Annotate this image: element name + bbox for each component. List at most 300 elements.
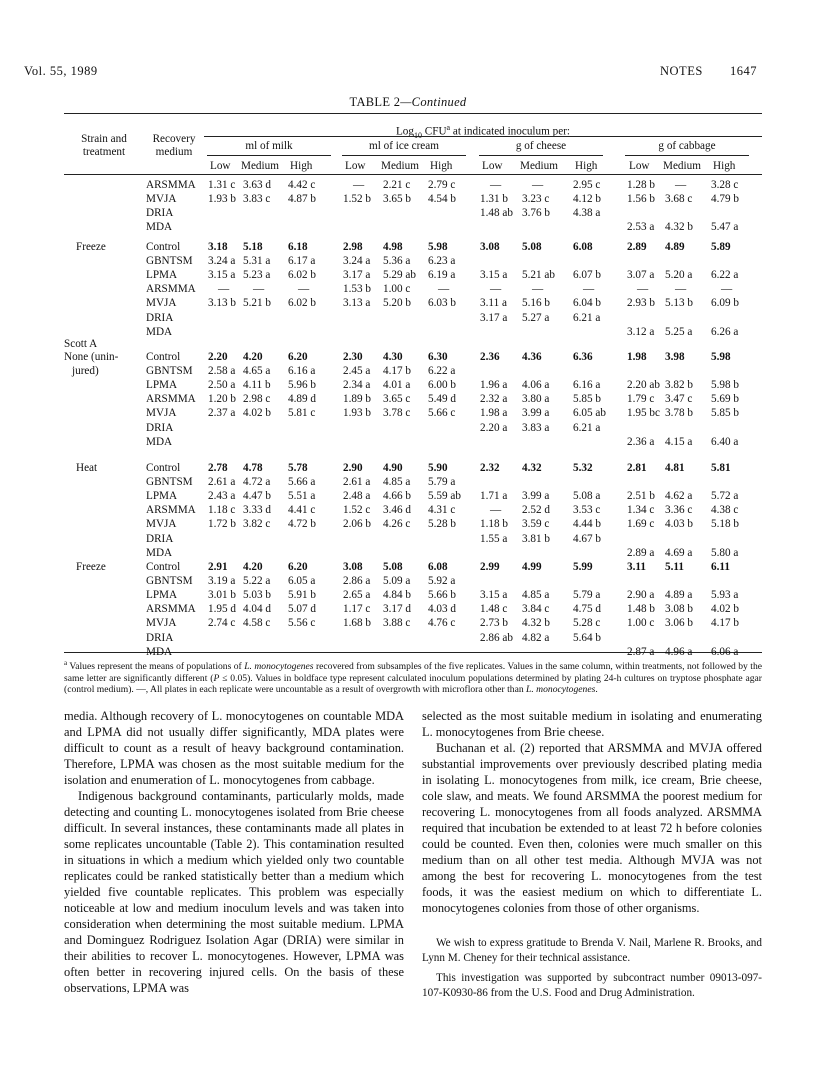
table-cell: —	[675, 179, 687, 191]
table-cell: 5.21 b	[243, 297, 271, 310]
group-rule	[207, 155, 331, 156]
table-cell: 5.29 ab	[383, 269, 416, 282]
table-continued: —Continued	[400, 95, 467, 109]
table-cell: 5.98	[711, 351, 731, 363]
table-cell: 4.89	[665, 241, 685, 253]
table-cell: 3.15 a	[480, 269, 508, 282]
recovery-medium: ARSMMA	[146, 603, 196, 616]
table-title: TABLE 2	[349, 95, 401, 109]
table-cell: 5.08	[383, 561, 403, 573]
treatment-label: Freeze	[76, 241, 106, 253]
table-cell: 5.25 a	[665, 325, 693, 338]
group-header: g of cheese	[515, 140, 567, 152]
table-cell: 4.44 b	[573, 518, 601, 531]
table-cell: 5.92 a	[428, 575, 456, 588]
recovery-medium: MDA	[146, 435, 173, 448]
level-header: Medium	[520, 160, 558, 172]
recovery-medium: LPMA	[146, 490, 178, 503]
table-cell: 5.72 a	[711, 490, 739, 503]
table-cell: 6.30	[428, 351, 448, 363]
table-cell: 5.99	[573, 561, 593, 573]
table-cell: —	[490, 179, 502, 191]
table-cell: 3.24 a	[343, 255, 371, 268]
spanner-sup: a	[446, 123, 451, 132]
table-cell: 2.53 a	[627, 221, 655, 234]
table-cell: 5.03 b	[243, 589, 271, 602]
table-cell: 4.41 c	[288, 504, 316, 517]
spanner-end: at indicated inoculum per:	[450, 125, 571, 138]
table-cell: 3.12 a	[627, 325, 655, 338]
table-cell: 6.16 a	[288, 365, 316, 378]
table-cell: 5.69 b	[711, 393, 739, 406]
level-header: High	[575, 160, 598, 172]
table-cell: 3.53 c	[573, 504, 601, 517]
table-cell: 4.90	[383, 462, 403, 474]
table-cell: 3.59 c	[522, 518, 550, 531]
table-cell: 5.81	[711, 462, 731, 474]
table-cell: 4.66 b	[383, 490, 411, 503]
strain-label: Scott A	[64, 338, 98, 350]
table-cell: 3.81 b	[522, 532, 550, 545]
level-header: Medium	[381, 160, 419, 172]
table-cell: 5.90	[428, 462, 448, 474]
table-cell: 5.64 b	[573, 631, 601, 644]
table-cell: 3.15 a	[208, 269, 236, 282]
right-paragraph-1: selected as the most suitable medium in isolating and enumerating L. monocytogenes from Brie cheese.	[422, 709, 762, 739]
level-header: Low	[629, 160, 650, 172]
table-caption	[0, 95, 816, 110]
table-cell: —	[532, 283, 544, 296]
treatment-label: Freeze	[76, 561, 106, 573]
table-cell: 3.33 d	[243, 504, 271, 517]
left-paragraph-2: Indigenous background contaminants, particularly molds, made detecting and counting L. monocytogenes isolated from Brie cheese difficult. In several instances, these contaminants made all plates in some replicates uncountable (Table 2). This contamination resulted in situations in which a medium which yielded only two countable replicates could be ranked statistically better than a medium which yielded five countable replicates. This problem was especially noticeable at low and medium inoculum levels and was taken into consideration when determining the most suitable medium. LPMA and Dominguez Rodriguez Isolation Agar (DRIA) were similar in their abilities to recover L. monocytogenes. However, LPMA was often better in recovering injured cells. On the basis of these observations, LPMA was	[64, 789, 404, 995]
journal-volume: Vol. 55, 1989	[24, 64, 98, 78]
table-cell: 5.85 b	[711, 407, 739, 420]
table-cell: 3.18	[208, 241, 228, 253]
table-cell: 5.36 a	[383, 255, 411, 268]
table-cell: 1.71 a	[480, 490, 508, 503]
table-cell: 6.23 a	[428, 255, 456, 268]
footnote-text-4: .	[595, 684, 598, 696]
table-cell: 2.52 d	[522, 504, 550, 517]
table-cell: 4.87 b	[288, 193, 316, 206]
table-cell: 3.13 a	[343, 297, 371, 310]
table-cell: 1.00 c	[383, 283, 411, 296]
recovery-medium: GBNTSM	[146, 255, 193, 268]
table-cell: 6.22 a	[428, 365, 456, 378]
table-cell: 4.65 a	[243, 365, 271, 378]
table-cell: 3.46 d	[383, 504, 411, 517]
table-cell: 6.26 a	[711, 325, 739, 338]
table-cell: 6.07 b	[573, 269, 601, 282]
table-cell: 5.51 a	[288, 490, 316, 503]
group-rule	[479, 155, 603, 156]
medium-header	[144, 133, 204, 159]
table-cell: 6.22 a	[711, 269, 739, 282]
table-cell: 4.17 b	[711, 617, 739, 630]
table-cell: 3.88 c	[383, 617, 411, 630]
treatment-label-cont: jured)	[72, 365, 99, 378]
table-cell: 6.17 a	[288, 255, 316, 268]
table-cell: —	[532, 179, 544, 191]
table-cell: 3.06 b	[665, 617, 693, 630]
table-cell: 2.61 a	[208, 476, 236, 489]
table-cell: 4.75 d	[573, 603, 601, 616]
table-cell: —	[438, 283, 450, 296]
table-cell: 5.79 a	[428, 476, 456, 489]
table-cell: 1.48 c	[480, 603, 508, 616]
table-cell: 4.32 b	[665, 221, 693, 234]
recovery-medium: LPMA	[146, 269, 178, 282]
table-cell: 4.02 b	[711, 603, 739, 616]
table-cell: 5.22 a	[243, 575, 271, 588]
table-cell: 2.36 a	[627, 435, 655, 448]
table-cell: 3.28 c	[711, 179, 739, 191]
table-cell: 2.79 c	[428, 179, 456, 191]
table-cell: 4.03 b	[665, 518, 693, 531]
table-cell: 4.89 a	[665, 589, 693, 602]
table-cell: 5.16 b	[522, 297, 550, 310]
table-cell: 2.43 a	[208, 490, 236, 503]
table-cell: 1.00 c	[627, 617, 655, 630]
group-header: ml of ice cream	[369, 140, 439, 152]
table-cell: 3.68 c	[665, 193, 693, 206]
recovery-medium: DRIA	[146, 631, 174, 644]
table-cell: 2.90	[343, 462, 363, 474]
table-cell: 1.55 a	[480, 532, 508, 545]
table-cell: 6.18	[288, 241, 308, 253]
spanner-log: Log	[395, 125, 414, 138]
table-cell: 1.95 bc	[627, 407, 660, 420]
spanner-rule	[204, 136, 762, 137]
table-cell: 6.21 a	[573, 311, 601, 324]
table-cell: 2.98	[343, 241, 363, 253]
table-cell: 6.05 ab	[573, 407, 606, 420]
table-cell: 5.89	[711, 241, 731, 253]
table-cell: 4.02 b	[243, 407, 271, 420]
table-cell: —	[218, 283, 230, 296]
table-cell: 2.06 b	[343, 518, 371, 531]
table-cell: 1.31 b	[480, 193, 508, 206]
recovery-medium: Control	[146, 561, 181, 573]
table-cell: 1.48 b	[627, 603, 655, 616]
table-cell: 5.81 c	[288, 407, 316, 420]
table-cell: 1.56 b	[627, 193, 655, 206]
table-cell: 5.78	[288, 462, 308, 474]
table-cell: 4.03 d	[428, 603, 456, 616]
table-cell: 3.99 a	[522, 407, 550, 420]
table-cell: —	[637, 283, 649, 296]
table-cell: 5.59 ab	[428, 490, 461, 503]
table-cell: 2.98 c	[243, 393, 271, 406]
recovery-medium: Control	[146, 241, 181, 253]
table-cell: 4.47 b	[243, 490, 271, 503]
table-cell: 1.93 b	[343, 407, 371, 420]
table-cell: —	[353, 179, 365, 191]
table-cell: 2.93 b	[627, 297, 655, 310]
table-cell: 4.62 a	[665, 490, 693, 503]
table-cell: 5.49 d	[428, 393, 456, 406]
recovery-medium: MDA	[146, 546, 173, 559]
table-cell: 6.11	[711, 561, 730, 573]
table-cell: 4.20	[243, 351, 263, 363]
table-cell: 3.17 d	[383, 603, 411, 616]
table-cell: 1.96 a	[480, 379, 508, 392]
right-paragraph-2: Buchanan et al. (2) reported that ARSMMA and MVJA offered substantial improvements over previously described plating media in isolating L. monocytogenes from milk, ice cream, Brie cheese, cole slaw, and meats. We found ARSMMA the poorest medium for recovering L. monocytogenes from all foods analyzed. ARSMMA required that incubation be extended to at least 72 h before colonies could be counted. Even then, colonies were much smaller on this medium than on all other test media. Although MVJA was not among the best for recovering L. monocytogenes from the test foods, it was the easiest medium on which to differentiate L. monocytogenes colonies from those of other organisms.	[422, 741, 762, 915]
table-cell: 1.69 c	[627, 518, 655, 531]
table-cell: 6.02 b	[288, 297, 316, 310]
level-header: Medium	[241, 160, 279, 172]
table-cell: 2.58 a	[208, 365, 236, 378]
recovery-medium: Control	[146, 351, 181, 363]
table-cell: 4.98	[383, 241, 403, 253]
recovery-medium: ARSMMA	[146, 393, 196, 406]
table-cell: 4.20	[243, 561, 263, 573]
table-cell: 6.21 a	[573, 421, 601, 434]
table-cell: 3.11 a	[480, 297, 507, 310]
table-cell: 3.65 c	[383, 393, 411, 406]
recovery-medium: GBNTSM	[146, 476, 193, 489]
group-header: g of cabbage	[658, 140, 716, 152]
recovery-medium: DRIA	[146, 421, 174, 434]
table-cell: 2.74 c	[208, 617, 236, 630]
table-cell: —	[721, 283, 733, 296]
table-cell: 5.20 a	[665, 269, 693, 282]
table-cell: 2.89	[627, 241, 647, 253]
table-cell: 6.08	[573, 241, 593, 253]
table-cell: 6.09 b	[711, 297, 739, 310]
table-cell: 6.08	[428, 561, 448, 573]
table-cell: 3.84 c	[522, 603, 550, 616]
table-cell: 5.27 a	[522, 311, 550, 324]
table-cell: 2.32 a	[480, 393, 508, 406]
table-cell: 5.98	[428, 241, 448, 253]
footnote-text-3: ≤ 0.05). Values in boldface type represent calculated inoculum populations determined by plating 24-h cultures on tryptose phosphate agar (control medium). —, All plates in each replicate were uncountable as a result of overgrowth with microflora other than	[64, 672, 762, 696]
spanner-header	[204, 121, 762, 142]
left-paragraph-1: media. Although recovery of L. monocytogenes on countable MDA and LPMA did not usually differ significantly, MDA plates were difficult to count as a result of heavy background contamination. Therefore, LPMA was chosen as the most suitable medium for the isolation and enumeration of L. monocytogenes from cabbage.	[64, 709, 404, 787]
table-cell: 6.36	[573, 351, 593, 363]
table-cell: 1.28 b	[627, 179, 655, 191]
recovery-medium: GBNTSM	[146, 575, 193, 588]
table-cell: 2.34 a	[343, 379, 371, 392]
table-cell: —	[253, 283, 265, 296]
table-cell: 3.17 a	[343, 269, 371, 282]
table-cell: 3.24 a	[208, 255, 236, 268]
table-cell: 2.37 a	[208, 407, 236, 420]
table-cell: 2.48 a	[343, 490, 371, 503]
table-cell: 4.85 a	[522, 589, 550, 602]
table-cell: 2.87 a	[627, 645, 655, 658]
table-cell: 3.47 c	[665, 393, 693, 406]
table-cell: 4.30	[383, 351, 403, 363]
table-cell: 4.38 c	[711, 504, 739, 517]
table-cell: 4.26 c	[383, 518, 411, 531]
table-cell: 4.31 c	[428, 504, 456, 517]
table-cell: 1.72 b	[208, 518, 236, 531]
table-cell: 4.78	[243, 462, 263, 474]
table-cell: 2.86 ab	[480, 631, 513, 644]
table-cell: 5.23 a	[243, 269, 271, 282]
footnote-organism-2: L. monocytogenes	[526, 684, 596, 696]
table-cell: 3.80 a	[522, 393, 550, 406]
table-cell: 3.83 a	[522, 421, 550, 434]
table-cell: 5.98 b	[711, 379, 739, 392]
recovery-medium: DRIA	[146, 207, 174, 220]
recovery-medium: MVJA	[146, 193, 177, 206]
right-column	[422, 708, 762, 1000]
table-cell: 5.79 a	[573, 589, 601, 602]
table-cell: 4.54 b	[428, 193, 456, 206]
table-cell: 4.15 a	[665, 435, 693, 448]
table-cell: 5.18	[243, 241, 263, 253]
table-cell: 3.08	[343, 561, 363, 573]
level-header: High	[430, 160, 453, 172]
footnote-p: P	[213, 672, 220, 684]
table-cell: 3.08 b	[665, 603, 693, 616]
level-header: Low	[482, 160, 503, 172]
table-cell: 6.04 b	[573, 297, 601, 310]
table-cell: 2.50 a	[208, 379, 236, 392]
group-rule	[625, 155, 749, 156]
table-cell: 4.82 a	[522, 631, 550, 644]
table-cell: 3.82 c	[243, 518, 271, 531]
table-cell: 3.07 a	[627, 269, 655, 282]
level-header: Low	[210, 160, 231, 172]
recovery-medium: Control	[146, 462, 181, 474]
table-cell: 3.76 b	[522, 207, 550, 220]
recovery-medium: MVJA	[146, 617, 177, 630]
table-cell: 2.51 b	[627, 490, 655, 503]
table-cell: 5.91 b	[288, 589, 316, 602]
table-cell: 6.05 a	[288, 575, 316, 588]
header-bottom-rule	[64, 174, 762, 175]
table-cell: 4.84 b	[383, 589, 411, 602]
footnote-organism: L. monocytogenes	[244, 661, 314, 673]
table-cell: 6.03 b	[428, 297, 456, 310]
table-cell: 3.78 c	[383, 407, 411, 420]
table-cell: 4.67 b	[573, 532, 601, 545]
table-footnote	[64, 658, 762, 696]
table-cell: 6.16 a	[573, 379, 601, 392]
recovery-medium: MDA	[146, 221, 173, 234]
table-cell: 5.93 a	[711, 589, 739, 602]
recovery-medium: MDA	[146, 645, 173, 658]
table-cell: 6.06 a	[711, 645, 739, 658]
table-cell: 2.91	[208, 561, 228, 573]
level-header: High	[290, 160, 313, 172]
table-cell: 1.52 b	[343, 193, 371, 206]
group-header: ml of milk	[245, 140, 293, 152]
table-cell: —	[490, 283, 502, 296]
footnote-text-1: Values represent the means of populations of	[67, 661, 245, 673]
table-cell: 4.79 b	[711, 193, 739, 206]
table-cell: 4.96 a	[665, 645, 693, 658]
table-cell: 2.45 a	[343, 365, 371, 378]
footnote-mark: a	[64, 659, 68, 667]
table-cell: 2.20	[208, 351, 228, 363]
table-cell: 6.20	[288, 351, 308, 363]
recovery-medium: DRIA	[146, 311, 174, 324]
table-cell: 2.90 a	[627, 589, 655, 602]
spanner-sub: 10	[413, 130, 422, 140]
table-cell: 1.89 b	[343, 393, 371, 406]
recovery-medium: MVJA	[146, 407, 177, 420]
table-cell: 2.99	[480, 561, 500, 573]
recovery-medium: MVJA	[146, 297, 177, 310]
table-cell: 5.28 c	[573, 617, 601, 630]
table-cell: 4.81	[665, 462, 685, 474]
table-cell: 2.78	[208, 462, 228, 474]
table-cell: 3.15 a	[480, 589, 508, 602]
table-cell: 6.19 a	[428, 269, 456, 282]
table-cell: 5.85 b	[573, 393, 601, 406]
table-cell: 4.58 c	[243, 617, 271, 630]
group-rule	[342, 155, 466, 156]
table-cell: 1.48 ab	[480, 207, 513, 220]
table-cell: 1.98	[627, 351, 647, 363]
table-cell: 2.30	[343, 351, 363, 363]
medium-header-line1: Recovery	[152, 133, 196, 145]
table-top-rule	[64, 113, 762, 114]
level-header: Medium	[663, 160, 701, 172]
acknowledgment: We wish to express gratitude to Brenda V. Nail, Marlene R. Brooks, and Lynn M. Cheney for their technical assistance.	[422, 937, 762, 964]
table-cell: 6.40 a	[711, 435, 739, 448]
table-cell: 2.32	[480, 462, 500, 474]
recovery-medium: GBNTSM	[146, 365, 193, 378]
table-cell: 3.01 b	[208, 589, 236, 602]
left-column	[64, 708, 404, 996]
table-cell: 6.20	[288, 561, 308, 573]
recovery-medium: ARSMMA	[146, 179, 196, 191]
table-cell: 4.76 c	[428, 617, 456, 630]
table-cell: 4.04 d	[243, 603, 271, 616]
strain-header	[64, 133, 144, 159]
table-cell: 5.31 a	[243, 255, 271, 268]
recovery-medium: ARSMMA	[146, 283, 196, 296]
table-cell: 4.72 a	[243, 476, 271, 489]
table-cell: 1.79 c	[627, 393, 655, 406]
table-cell: 4.38 a	[573, 207, 601, 220]
table-cell: —	[298, 283, 310, 296]
table-cell: 4.72 b	[288, 518, 316, 531]
table-cell: 3.82 b	[665, 379, 693, 392]
table-cell: 5.28 b	[428, 518, 456, 531]
table-cell: 4.01 a	[383, 379, 411, 392]
table-cell: —	[583, 283, 595, 296]
table-cell: 5.11	[665, 561, 684, 573]
table-cell: 3.17 a	[480, 311, 508, 324]
table-cell: 1.17 c	[343, 603, 371, 616]
table-cell: 4.85 a	[383, 476, 411, 489]
table-cell: 1.18 b	[480, 518, 508, 531]
table-cell: 2.20 ab	[627, 379, 660, 392]
table-cell: 6.00 b	[428, 379, 456, 392]
table-cell: —	[490, 504, 502, 517]
table-cell: 5.96 b	[288, 379, 316, 392]
table-cell: 4.99	[522, 561, 542, 573]
recovery-medium: DRIA	[146, 532, 174, 545]
table-cell: 3.11	[627, 561, 646, 573]
table-cell: 3.98	[665, 351, 685, 363]
footnote-text-2: recovered from subsamples of the five replicates. Values in the same column, within treatments, not followed by the same letter are significantly different (	[64, 661, 762, 684]
table-cell: 4.12 b	[573, 193, 601, 206]
table-cell: 2.20 a	[480, 421, 508, 434]
table-cell: 2.89 a	[627, 546, 655, 559]
table-cell: 4.06 a	[522, 379, 550, 392]
recovery-medium: MVJA	[146, 518, 177, 531]
table-cell: 2.73 b	[480, 617, 508, 630]
table-cell: 2.81	[627, 462, 647, 474]
